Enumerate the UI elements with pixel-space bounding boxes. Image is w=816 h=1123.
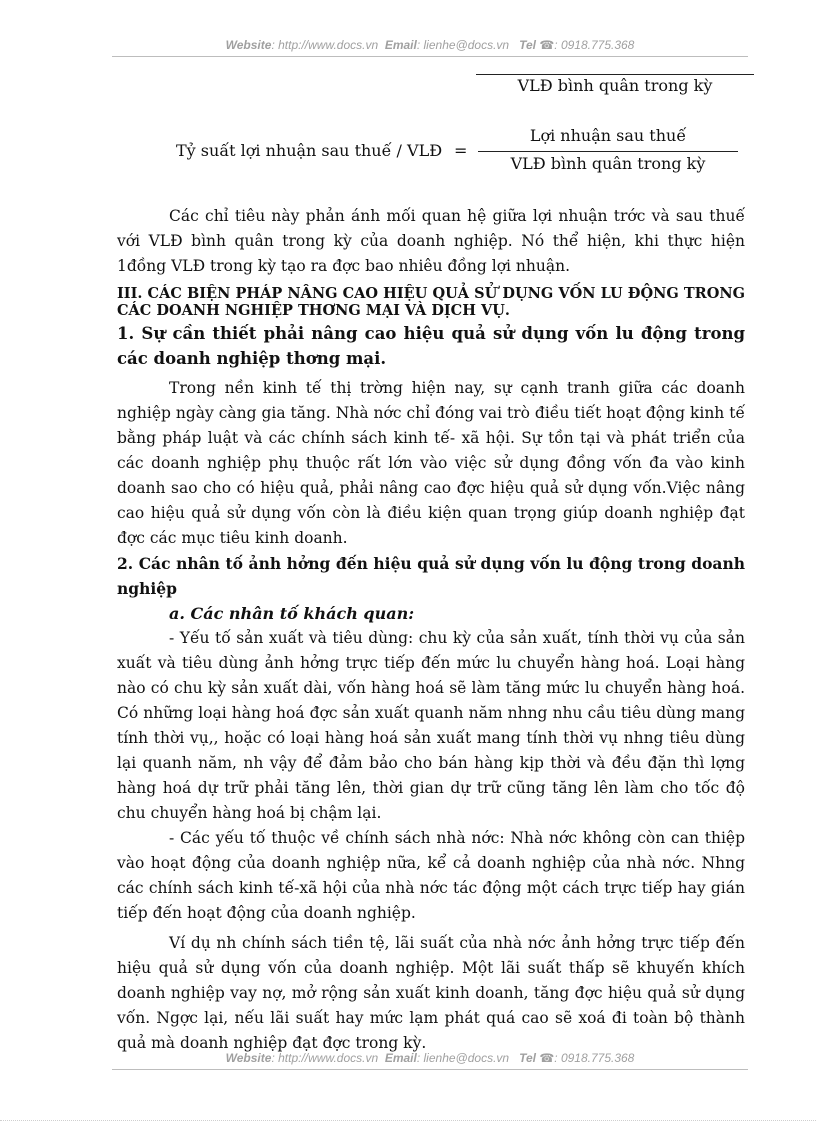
footer-email-label: Email	[384, 1051, 417, 1065]
document-body	[117, 204, 745, 1056]
page-header	[112, 38, 748, 57]
footer-email-value[interactable]: : lienhe@docs.vn	[416, 1051, 510, 1065]
paragraph-production-consumption: - Yếu tố sản xuất và tiêu dùng: chu kỳ của sản xuất, tính thời vụ của sản xuất và tiêu dùng ảnh hởng trực tiếp đến mức lu chuyển hàng hoá. Loại hàng nào có chu kỳ sản xuất dài, vốn hàng hoá sẽ làm tăng mức lu chuyển hàng hoá. Có những loại hàng hoá đợc sản xuất quanh năm nhng nhu cầu tiêu dùng mang tính thời vụ,, hoặc có loại hàng hoá sản xuất mang tính thời vụ nhng tiêu dùng lại quanh năm, nh vậy để đảm bảo cho bán hàng kịp thời và đều đặn thì lợng hàng hoá dự trữ phải tăng lên, thời gian dự trữ cũng tăng lên làm cho tốc độ chu chuyển hàng hoá bị chậm lại.	[117, 629, 745, 822]
formula-equals: =	[454, 141, 468, 160]
website-label: Website	[225, 38, 272, 52]
fraction-line	[478, 151, 738, 152]
subheading-objective-factors: a. Các nhân tố khách quan:	[169, 604, 415, 623]
footer-tel-label: Tel ☎	[519, 1051, 555, 1065]
formula-top-denominator: VLĐ bình quân trong kỳ	[517, 76, 713, 95]
email-label: Email	[384, 38, 417, 52]
paragraph-monetary-policy: Ví dụ nh chính sách tiền tệ, lãi suất của nhà nớc ảnh hởng trực tiếp đến hiệu quả sử dụng vốn của doanh nghiệp. Một lãi suất thấp sẽ khuyến khích doanh nghiệp vay nợ, mở rộng sản xuất kinh doanh, tăng đợc hiệu quả sử dụng vốn. Ngợc lại, nếu lãi suất hay mức lạm phát quá cao sẽ xoá đi toàn bộ thành quả mà doanh nghiệp đạt đợc trong kỳ.	[117, 934, 745, 1052]
formula-label: Tỷ suất lợi nhuận sau thuế / VLĐ	[176, 141, 443, 160]
page-footer	[112, 1051, 748, 1070]
formula-numerator: Lợi nhuận sau thuế	[529, 126, 687, 145]
paragraph-state-policy: - Các yếu tố thuộc về chính sách nhà nớc: Nhà nớc không còn can thiệp vào hoạt động của doanh nghiệp nữa, kể cả doanh nghiệp của nhà nớc. Nhng các chính sách kinh tế-xã hội của nhà nớc tác động một cách trực tiếp hay gián tiếp đến hoạt động của doanh nghiệp.	[117, 829, 745, 922]
page-bottom-divider	[0, 1120, 816, 1121]
paragraph-ratio-explanation: Các chỉ tiêu này phản ánh mối quan hệ giữa lợi nhuận trớc và sau thuế với VLĐ bình quân trong kỳ của doanh nghiệp. Nó thể hiện, khi thực hiện 1đồng VLĐ trong kỳ tạo ra đợc bao nhiêu đồng lợi nhuận.	[117, 207, 745, 275]
heading-2: 2. Các nhân tố ảnh hởng đến hiệu quả sử dụng vốn lu động trong doanh nghiệp	[117, 554, 745, 598]
paragraph-market-competition: Trong nền kinh tế thị trờng hiện nay, sự cạnh tranh giữa các doanh nghiệp ngày càng gia tăng. Nhà nớc chỉ đóng vai trò điều tiết hoạt động kinh tế bằng pháp luật và các chính sách kinh tế- xã hội. Sự tồn tại và phát triển của các doanh nghiệp phụ thuộc rất lớn vào việc sử dụng đồng vốn đa vào kinh doanh sao cho có hiệu quả, phải nâng cao đợc hiệu quả sử dụng vốn.Việc nâng cao hiệu quả sử dụng vốn còn là điều kiện quan trọng giúp doanh nghiệp đạt đợc các mục tiêu kinh doanh.	[117, 379, 745, 547]
website-value[interactable]: : http://www.docs.vn	[271, 38, 379, 52]
formula-denominator: VLĐ bình quân trong kỳ	[510, 154, 706, 173]
tel-value: : 0918.775.368	[554, 38, 635, 52]
footer-website-label: Website	[225, 1051, 272, 1065]
footer-tel-value: : 0918.775.368	[554, 1051, 635, 1065]
section-heading-3: III. CÁC BIỆN PHÁP NÂNG CAO HIỆU QUẢ SỬ DỤNG VỐN LU ĐỘNG TRONG CÁC DOANH NGHIỆP THƠNG MẠI VÀ DỊCH VỤ.	[117, 285, 745, 319]
heading-1: 1. Sự cần thiết phải nâng cao hiệu quả sử dụng vốn lu động trong các doanh nghiệp thơng mại.	[117, 324, 745, 368]
email-value[interactable]: : lienhe@docs.vn	[416, 38, 510, 52]
footer-website-value[interactable]: : http://www.docs.vn	[271, 1051, 379, 1065]
fraction-line-top	[476, 74, 754, 75]
tel-label: Tel ☎	[519, 38, 555, 52]
